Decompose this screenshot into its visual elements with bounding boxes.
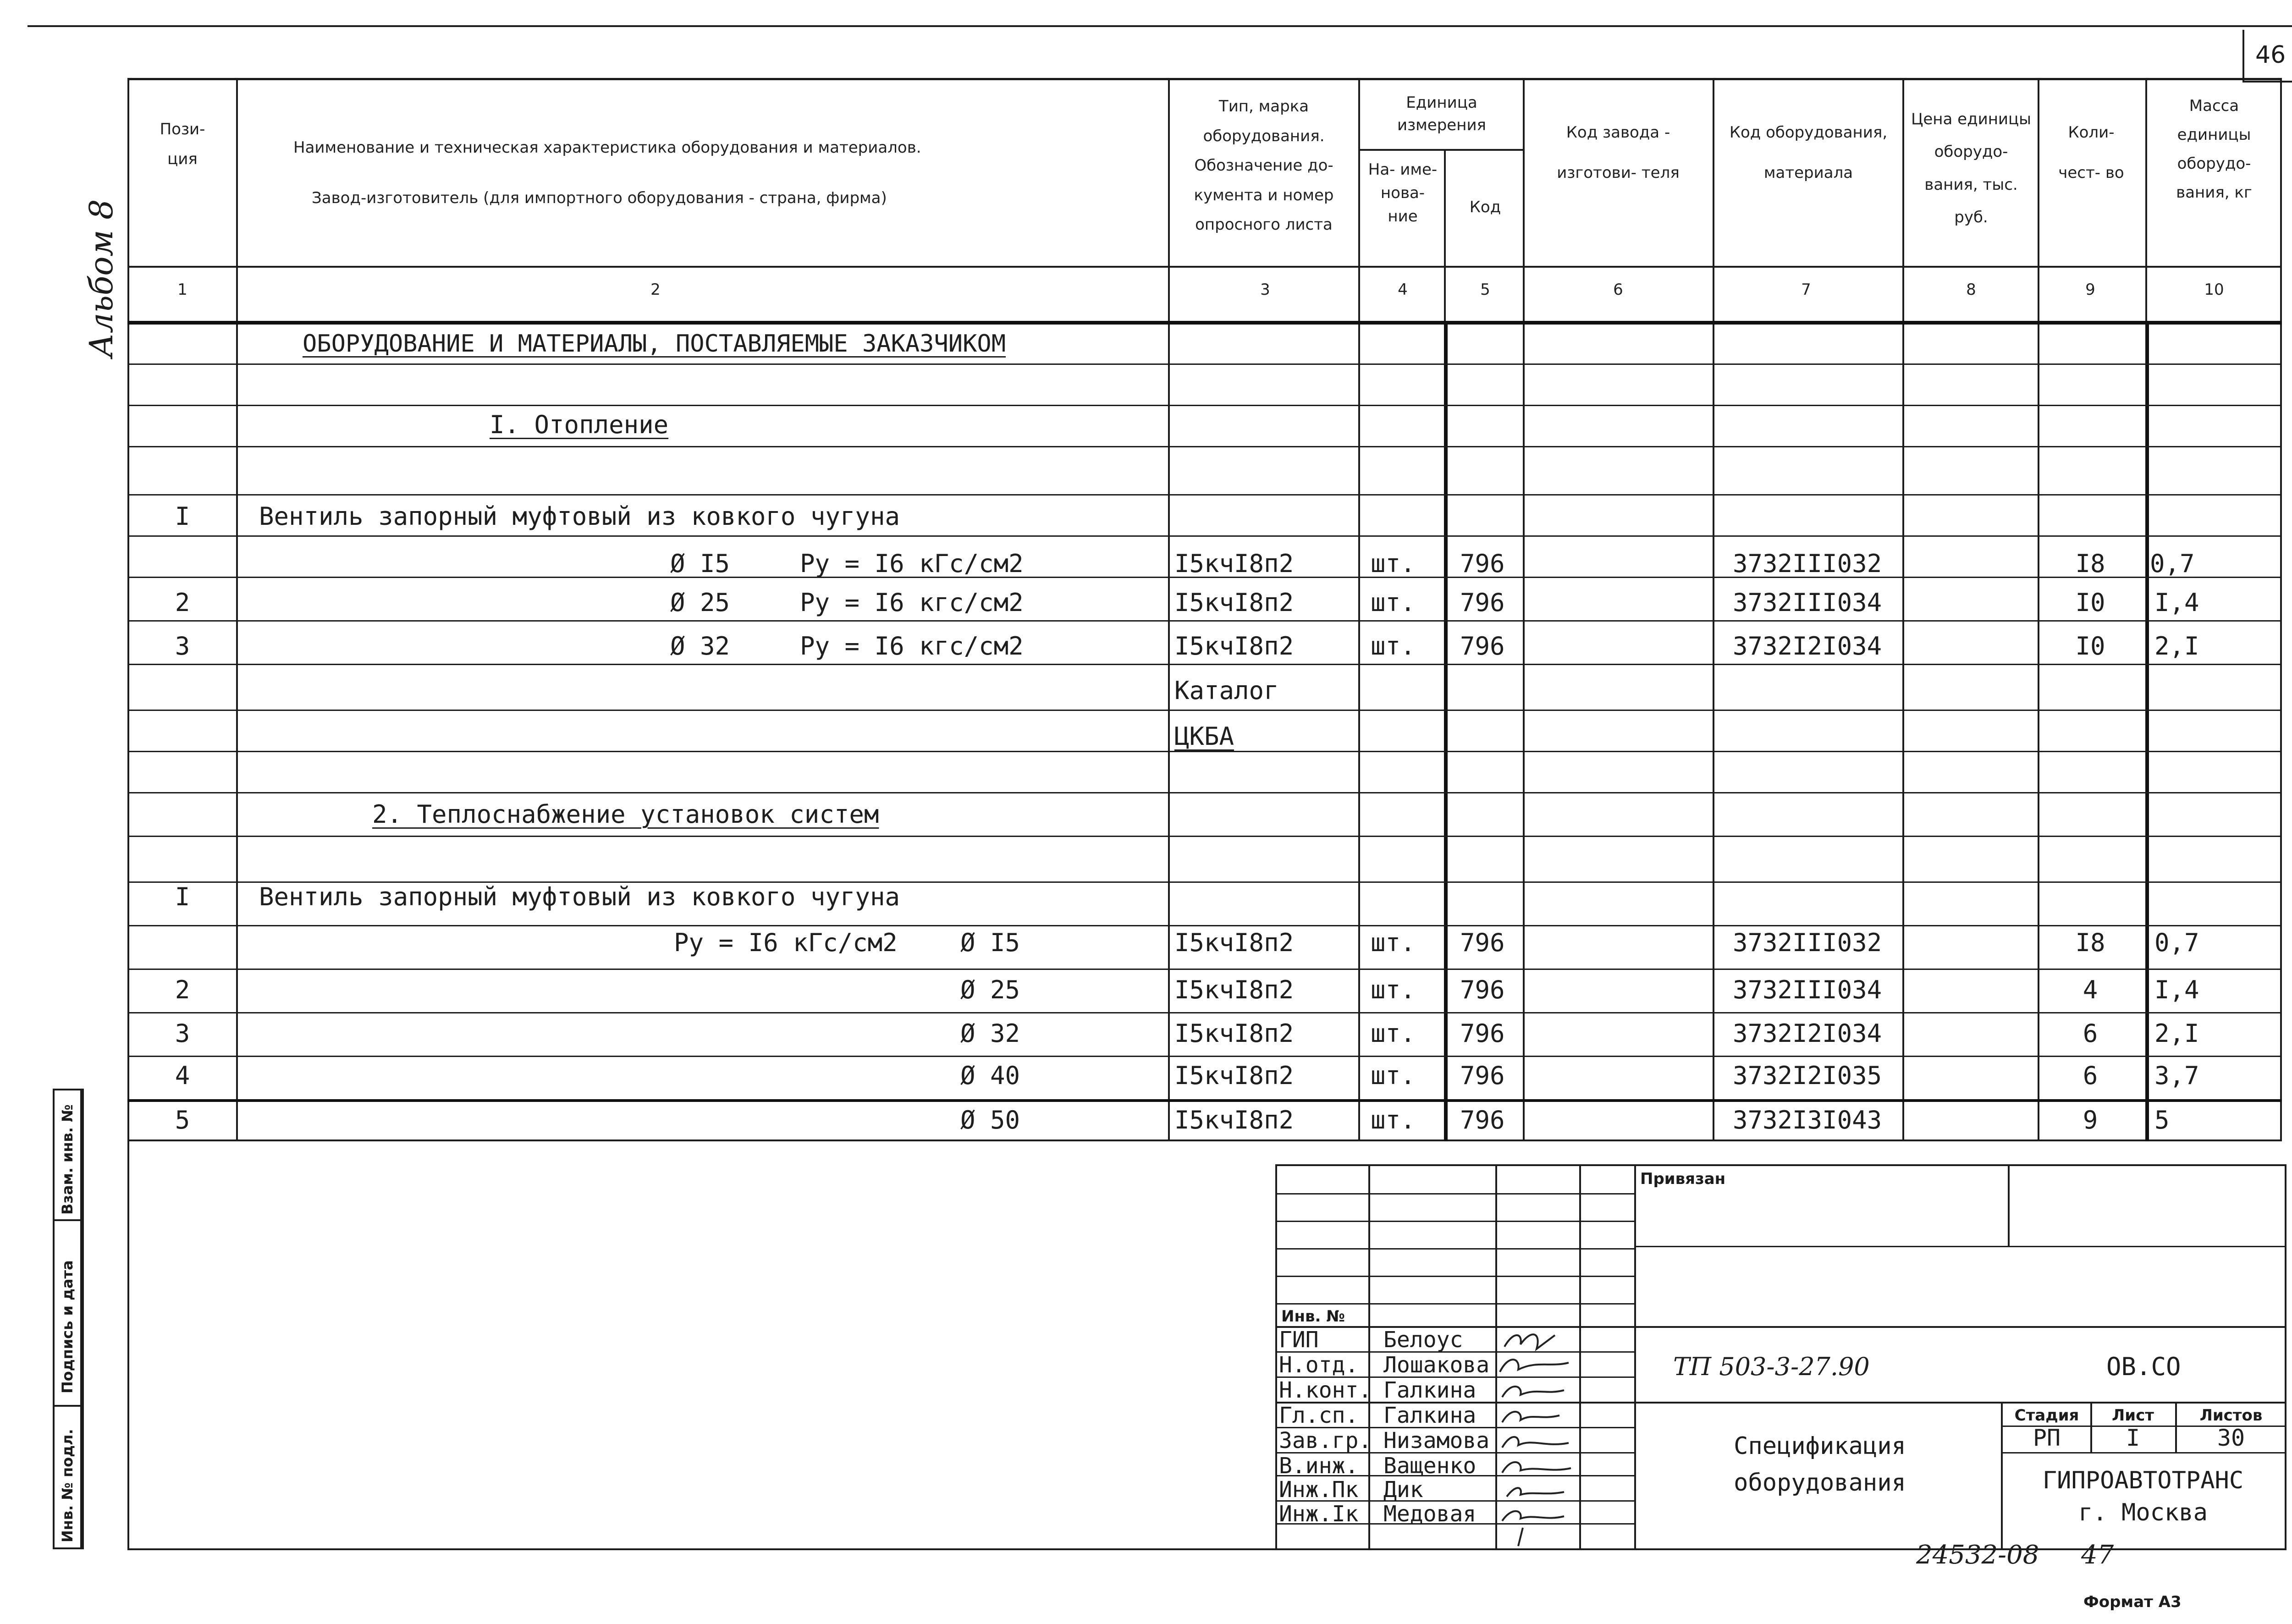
- side-stamp-vzam: Взам. инв. №: [59, 1104, 76, 1215]
- doc-title-2: оборудования: [1734, 1469, 1906, 1497]
- row-type: I5кчI8п2: [1174, 928, 1294, 957]
- stamp-line: [1275, 1248, 1634, 1250]
- stamp-line: [1275, 1303, 1634, 1305]
- header-unit-name: На- име- нова- ние: [1368, 160, 1438, 226]
- row-dn: Ø 25: [670, 588, 730, 617]
- section-heating: I. Отопление: [490, 410, 669, 439]
- col-number-5: 5: [1480, 281, 1490, 299]
- row-dn: Ø 32: [670, 632, 730, 661]
- catalog-label-ckba: ЦКБА: [1174, 722, 1234, 751]
- stage-label: Стадия: [2014, 1406, 2079, 1425]
- g2-pos: I: [175, 882, 190, 911]
- row-line: [127, 363, 2282, 365]
- row-qty: I0: [2075, 588, 2105, 617]
- row-equip: 3732III034: [1733, 975, 1882, 1004]
- col-number-4: 4: [1398, 281, 1408, 299]
- row-equip: 3732I2I035: [1733, 1061, 1882, 1090]
- side-stamp-divider: [53, 1219, 82, 1221]
- sheets-label: Листов: [2199, 1406, 2263, 1425]
- header-price: Цена единицы оборудо- вания, тыс. руб.: [1911, 110, 2032, 227]
- signer-role: Гл.сп.: [1279, 1403, 1359, 1428]
- stamp-line: [2090, 1402, 2092, 1453]
- signer-name: Галкина: [1383, 1377, 1477, 1403]
- header-qty: Коли- чест- во: [2058, 123, 2124, 182]
- side-stamp-sign-date: Подпись и дата: [59, 1260, 76, 1393]
- project-code: ТП 503-3-27.90: [1673, 1352, 1870, 1381]
- header-mass: Масса единицы оборудо- вания, кг: [2176, 97, 2252, 202]
- signer-role: Зав.гр.: [1279, 1428, 1372, 1453]
- row-mass: 0,7: [2154, 928, 2199, 957]
- sheets-value: 30: [2217, 1425, 2245, 1451]
- stamp-inv-no: Инв. №: [1281, 1307, 1345, 1326]
- org-name: ГИПРОАВТОТРАНС: [2042, 1467, 2244, 1494]
- row-line: [127, 620, 2282, 622]
- catalog-label: Каталог: [1174, 676, 1279, 705]
- col-line: [1168, 78, 1170, 1141]
- archive-page: 47: [2081, 1540, 2114, 1570]
- row-code: 796: [1460, 1061, 1505, 1090]
- format-label: Формат А3: [2083, 1593, 2182, 1611]
- signer-name: Белоус: [1383, 1327, 1463, 1353]
- header-divider: [1358, 149, 1523, 151]
- row-dn: Ø 32: [960, 1019, 1020, 1048]
- row-qty: 9: [2083, 1106, 2098, 1134]
- row-mass: 2,I: [2154, 1019, 2199, 1048]
- row-qty: I0: [2075, 632, 2105, 661]
- section-heat-supply: 2. Теплоснабжение установок систем: [372, 800, 879, 829]
- row-line: [127, 1056, 2282, 1057]
- header-unit-group: Единица измерения: [1397, 94, 1487, 135]
- row-type: I5кчI8п2: [1174, 1106, 1294, 1134]
- header-unit-code: Код: [1469, 198, 1501, 216]
- row-unit: шт.: [1371, 632, 1416, 661]
- stamp-line: [2001, 1452, 2286, 1453]
- row-line: [127, 836, 2282, 837]
- signer-name: Галкина: [1383, 1403, 1477, 1428]
- left-frame-lower: [127, 1141, 129, 1549]
- row-unit: шт.: [1371, 928, 1416, 957]
- col-line: [2038, 78, 2039, 1141]
- stamp-line: [1634, 1246, 2286, 1247]
- row-pos: 3: [175, 1019, 190, 1048]
- row-dn: Ø 25: [960, 975, 1020, 1004]
- row-line: [127, 535, 2282, 537]
- row-unit: шт.: [1371, 1106, 1416, 1134]
- row-unit: шт.: [1371, 588, 1416, 617]
- row-unit: шт.: [1371, 549, 1416, 578]
- col-number-9: 9: [2085, 281, 2095, 299]
- g1-title: Вентиль запорный муфтовый из ковкого чугуна: [259, 502, 900, 531]
- col-number-2: 2: [650, 281, 661, 299]
- row-pos: 3: [175, 632, 190, 661]
- signer-name: Низамова: [1383, 1428, 1490, 1453]
- signer-name: Медовая: [1383, 1501, 1477, 1527]
- row-qty: 6: [2083, 1061, 2098, 1090]
- row-unit: шт.: [1371, 975, 1416, 1004]
- row-equip: 3732III034: [1733, 588, 1882, 617]
- col-line: [236, 78, 238, 1141]
- row-line: [127, 710, 2282, 711]
- row-code: 796: [1460, 549, 1505, 578]
- row-line: [127, 494, 2282, 495]
- signer-name: Ващенко: [1383, 1453, 1477, 1479]
- stamp-bound: Привязан: [1640, 1170, 1726, 1188]
- row-mass: 0,7: [2150, 549, 2195, 578]
- row-equip: 3732I2I034: [1733, 632, 1882, 661]
- row-mass: 5: [2154, 1106, 2170, 1134]
- row-pos: 2: [175, 588, 190, 617]
- row-code: 796: [1460, 1106, 1505, 1134]
- stamp-line: [2008, 1164, 2010, 1247]
- row-code: 796: [1460, 1019, 1505, 1048]
- side-stamp-divider: [82, 1089, 84, 1549]
- row-line: [127, 925, 2282, 926]
- stamp-line: [1275, 1276, 1634, 1277]
- row-line: [127, 792, 2282, 793]
- row-equip: 3732III032: [1733, 928, 1882, 957]
- top-rule: [28, 25, 2292, 27]
- page-number: 46: [2255, 41, 2286, 69]
- row-dn: Ø 40: [960, 1061, 1020, 1090]
- col-number-8: 8: [1966, 281, 1976, 299]
- archive-number: 24532-08: [1916, 1540, 2039, 1570]
- row-type: I5кчI8п2: [1174, 549, 1294, 578]
- header-type: Тип, марка оборудования. Обозначение до- кумента и номер опросного листа: [1194, 97, 1334, 234]
- row-type: I5кчI8п2: [1174, 975, 1294, 1004]
- row-mass: 3,7: [2154, 1061, 2199, 1090]
- row-equip: 3732I2I034: [1733, 1019, 1882, 1048]
- header-name-line2: Завод-изготовитель (для импортного оборудования - страна, фирма): [312, 189, 887, 207]
- signer-role: ГИП: [1279, 1327, 1319, 1353]
- row-pos: 2: [175, 975, 190, 1004]
- row-code: 796: [1460, 588, 1505, 617]
- row-line: [127, 664, 2282, 665]
- row-qty: 4: [2083, 975, 2098, 1004]
- section-main-title: ОБОРУДОВАНИЕ И МАТЕРИАЛЫ, ПОСТАВЛЯЕМЫЕ ЗАКАЗЧИКОМ: [303, 330, 1006, 358]
- col-number-10: 10: [2204, 281, 2224, 299]
- stamp-line: [1634, 1164, 1636, 1548]
- stamp-line: [1275, 1193, 1634, 1195]
- row-unit: шт.: [1371, 1019, 1416, 1048]
- side-stamp-divider: [53, 1405, 82, 1407]
- album-label: Альбом 8: [83, 199, 120, 358]
- signer-role: Н.отд.: [1279, 1352, 1359, 1378]
- signer-role: В.инж.: [1279, 1453, 1359, 1479]
- row-dn: Ø I5: [960, 928, 1020, 957]
- col-line: [1523, 78, 1525, 1141]
- row-pos: 5: [175, 1106, 190, 1134]
- sheet-label: Лист: [2112, 1406, 2154, 1425]
- signatures: [1495, 1326, 1579, 1548]
- row-type: I5кчI8п2: [1174, 1061, 1294, 1090]
- signer-role: Н.конт.: [1279, 1377, 1372, 1403]
- signer-name: Лошакова: [1383, 1352, 1490, 1378]
- row-type: I5кчI8п2: [1174, 632, 1294, 661]
- row-line: [127, 751, 2282, 752]
- g2-pressure: Ру = I6 кГс/см2: [674, 928, 898, 957]
- row-unit: шт.: [1371, 1061, 1416, 1090]
- colnum-bottom: [127, 321, 2282, 325]
- header-equip-code: Код оборудования, материала: [1729, 123, 1888, 182]
- stamp-line: [2001, 1402, 2003, 1548]
- row-type: I5кчI8п2: [1174, 1019, 1294, 1048]
- header-name-line1: Наименование и техническая характеристика оборудования и материалов.: [293, 138, 921, 157]
- header-pos: Пози- ция: [160, 120, 205, 168]
- row-pressure: Ру = I6 кГс/см2: [800, 549, 1024, 578]
- col-line: [1902, 78, 1904, 1141]
- sheet-value: I: [2126, 1425, 2140, 1451]
- col-number-1: 1: [177, 281, 187, 299]
- row-mass: I,4: [2154, 975, 2199, 1004]
- stamp-line: [2175, 1402, 2177, 1453]
- stage-value: РП: [2033, 1425, 2061, 1451]
- col-number-7: 7: [1801, 281, 1811, 299]
- table-body-bottom: [127, 1099, 2282, 1102]
- row-dn: Ø I5: [670, 549, 730, 578]
- side-stamp-inv-podl: Инв. № подл.: [59, 1429, 76, 1542]
- row-mass: I,4: [2154, 588, 2199, 617]
- row-equip: 3732I3I043: [1733, 1106, 1882, 1134]
- doc-code: ОВ.СО: [2106, 1352, 2181, 1381]
- col-number-3: 3: [1260, 281, 1270, 299]
- row-pos: 4: [175, 1061, 190, 1090]
- stamp-line: [1275, 1221, 1634, 1222]
- row-dn: Ø 50: [960, 1106, 1020, 1134]
- row-code: 796: [1460, 975, 1505, 1004]
- row-qty: I8: [2075, 928, 2105, 957]
- row-qty: I8: [2075, 549, 2105, 578]
- header-bottom: [127, 266, 2282, 268]
- row-line: [127, 446, 2282, 447]
- col-line: [1713, 78, 1714, 1141]
- row-line: [127, 405, 2282, 406]
- row-pressure: Ру = I6 кгс/см2: [800, 588, 1024, 617]
- g2-title: Вентиль запорный муфтовый из ковкого чугуна: [259, 882, 900, 911]
- col-number-6: 6: [1613, 281, 1623, 299]
- g1-pos: I: [175, 502, 190, 531]
- row-mass: 2,I: [2154, 632, 2199, 661]
- doc-title-1: Спецификация: [1734, 1432, 1906, 1460]
- header-factory-code: Код завода - изготови- теля: [1557, 123, 1680, 182]
- row-qty: 6: [2083, 1019, 2098, 1048]
- org-city: г. Москва: [2078, 1499, 2208, 1526]
- signer-role: Инж.Iк: [1279, 1501, 1359, 1527]
- row-type: I5кчI8п2: [1174, 588, 1294, 617]
- signer-name: Дик: [1383, 1477, 1423, 1503]
- row-line: [127, 1012, 2282, 1013]
- row-code: 796: [1460, 928, 1505, 957]
- row-code: 796: [1460, 632, 1505, 661]
- row-pressure: Ру = I6 кгс/см2: [800, 632, 1024, 661]
- row-line: [127, 969, 2282, 970]
- col-line: [1358, 78, 1360, 1141]
- signer-role: Инж.Пк: [1279, 1477, 1359, 1503]
- row-equip: 3732III032: [1733, 549, 1882, 578]
